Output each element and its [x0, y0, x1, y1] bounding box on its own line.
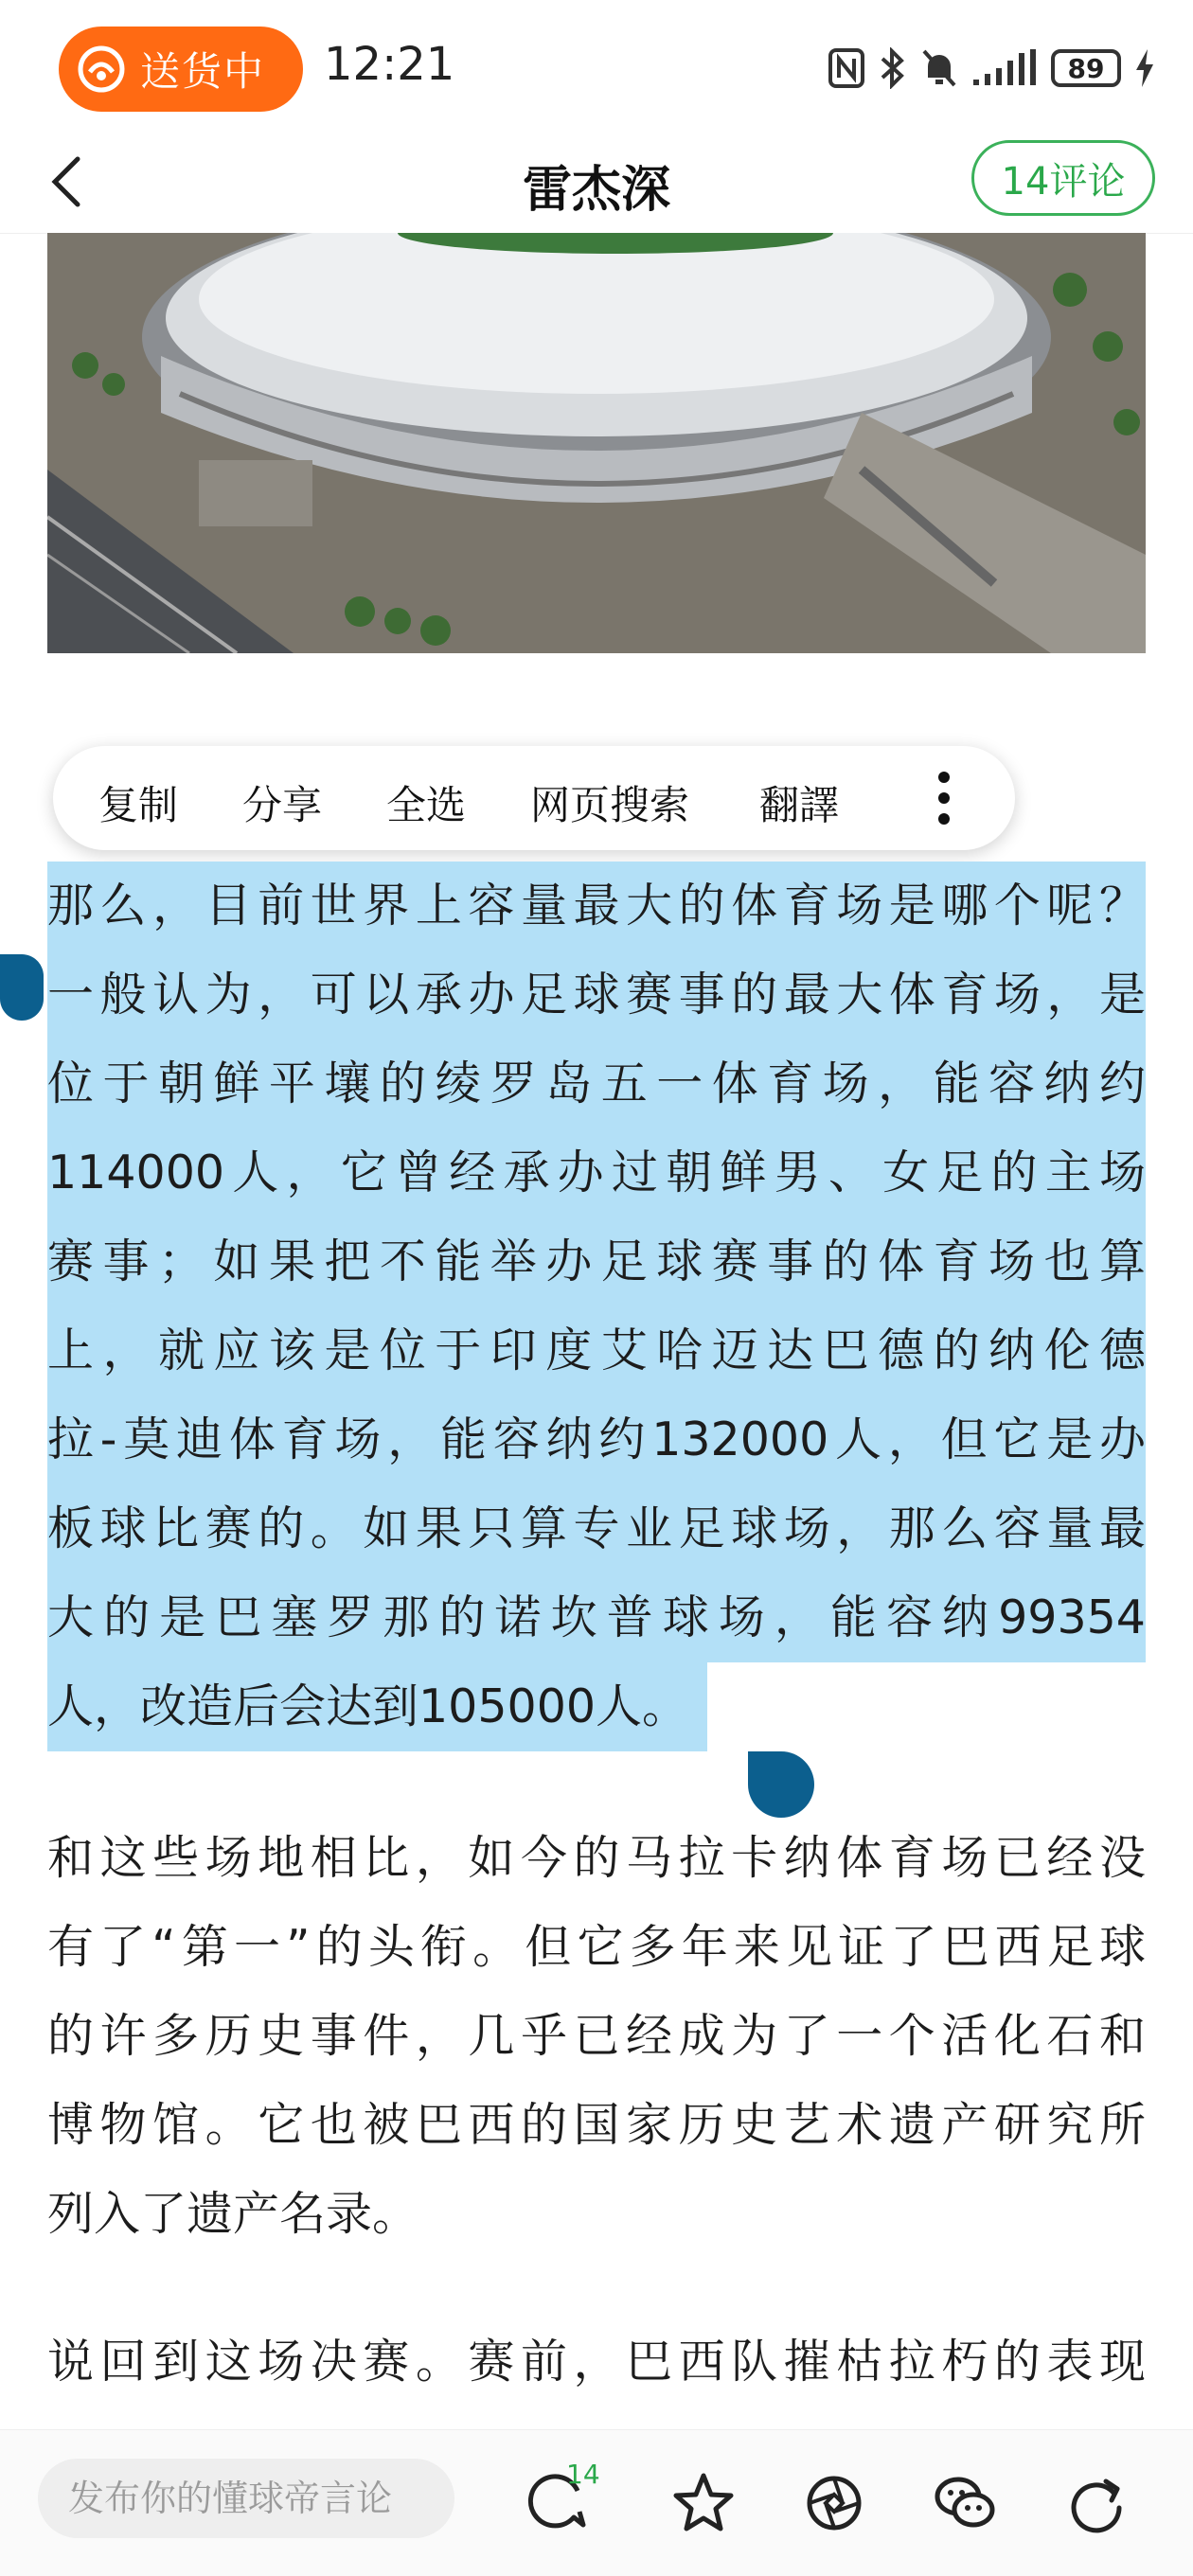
charging-icon: [1134, 47, 1155, 89]
system-icons: [828, 42, 1155, 95]
comment-input[interactable]: 发布你的懂球帝言论: [38, 2459, 454, 2538]
comment-count-badge: 14: [566, 2459, 600, 2490]
battery-icon: 89: [1051, 49, 1121, 87]
bottom-action-bar: [0, 2429, 1193, 2576]
wechat-icon[interactable]: [932, 2470, 998, 2536]
clock: 12:21: [324, 38, 455, 91]
menu-select-all[interactable]: 全选: [386, 782, 467, 828]
menu-web-search[interactable]: 网页搜索: [530, 782, 690, 828]
menu-copy[interactable]: 复制: [98, 782, 179, 828]
paragraph-line: 大的是巴塞罗那的诺坎普球场，能容纳99354: [47, 1573, 1146, 1662]
article-paragraph: [47, 1814, 1146, 2259]
status-bar: [0, 0, 1193, 133]
paragraph-line: 上，就应该是位于印度艾哈迈达巴德的纳伦德: [47, 1306, 1146, 1395]
selection-start-handle[interactable]: [0, 954, 44, 1021]
text-selection-menu: [53, 746, 1015, 850]
paragraph-line: 的许多历史事件，几乎已经成为了一个活化石和: [47, 2009, 1146, 2063]
share-icon[interactable]: [1062, 2470, 1129, 2536]
delivery-status-label: 送货中: [140, 48, 266, 95]
paragraph-line: 那么，目前世界上容量最大的体育场是哪个呢？: [47, 862, 1146, 950]
paragraph-line: 列入了遗产名录。: [47, 2187, 419, 2241]
delivery-status-pill[interactable]: [59, 27, 303, 112]
paragraph-line: 位于朝鲜平壤的绫罗岛五一体育场，能容纳约: [47, 1039, 1146, 1128]
bluetooth-icon: [879, 47, 907, 89]
aperture-icon[interactable]: [801, 2470, 867, 2536]
paragraph-line: 博物馆。它也被巴西的国家历史艺术遗产研究所: [47, 2098, 1146, 2152]
page-title: 雷杰深: [522, 162, 670, 219]
paragraph-line: 一般认为，可以承办足球赛事的最大体育场，是: [47, 950, 1146, 1039]
comments-button[interactable]: 14评论: [971, 140, 1155, 216]
menu-translate[interactable]: 翻譯: [759, 782, 840, 828]
paragraph-line: 赛事；如果把不能举办足球赛事的体育场也算: [47, 1217, 1146, 1306]
nfc-icon: [828, 47, 865, 89]
paragraph-line: 和这些场地相比，如今的马拉卡纳体育场已经没: [47, 1831, 1146, 1885]
article-header: [0, 133, 1193, 234]
selected-paragraph[interactable]: [47, 862, 1146, 1751]
paragraph-line: 有了“第一”的头衔。但它多年来见证了巴西足球: [47, 1920, 1146, 1974]
paragraph-line: 说回到这场决赛。赛前，巴西队摧枯拉朽的表现: [47, 2335, 1146, 2389]
paragraph-line: 114000人，它曾经承办过朝鲜男、女足的主场: [47, 1128, 1146, 1217]
vertical-dots-icon[interactable]: [930, 769, 958, 827]
star-icon[interactable]: [670, 2470, 737, 2536]
paragraph-line: 人，改造后会达到105000人。: [47, 1662, 707, 1751]
menu-share[interactable]: 分享: [242, 782, 323, 828]
stadium-photo: [47, 233, 1146, 653]
stadium-aerial-image: [47, 233, 1146, 653]
paragraph-line: 拉-莫迪体育场，能容纳约132000人，但它是办: [47, 1395, 1146, 1484]
selection-end-handle[interactable]: [748, 1751, 814, 1818]
signal-icon: [971, 47, 1038, 89]
article-paragraph: [47, 2318, 1146, 2407]
mute-bell-icon: [920, 47, 958, 89]
delivery-app-icon: [76, 44, 127, 95]
paragraph-line: 板球比赛的。如果只算专业足球场，那么容量最: [47, 1484, 1146, 1573]
